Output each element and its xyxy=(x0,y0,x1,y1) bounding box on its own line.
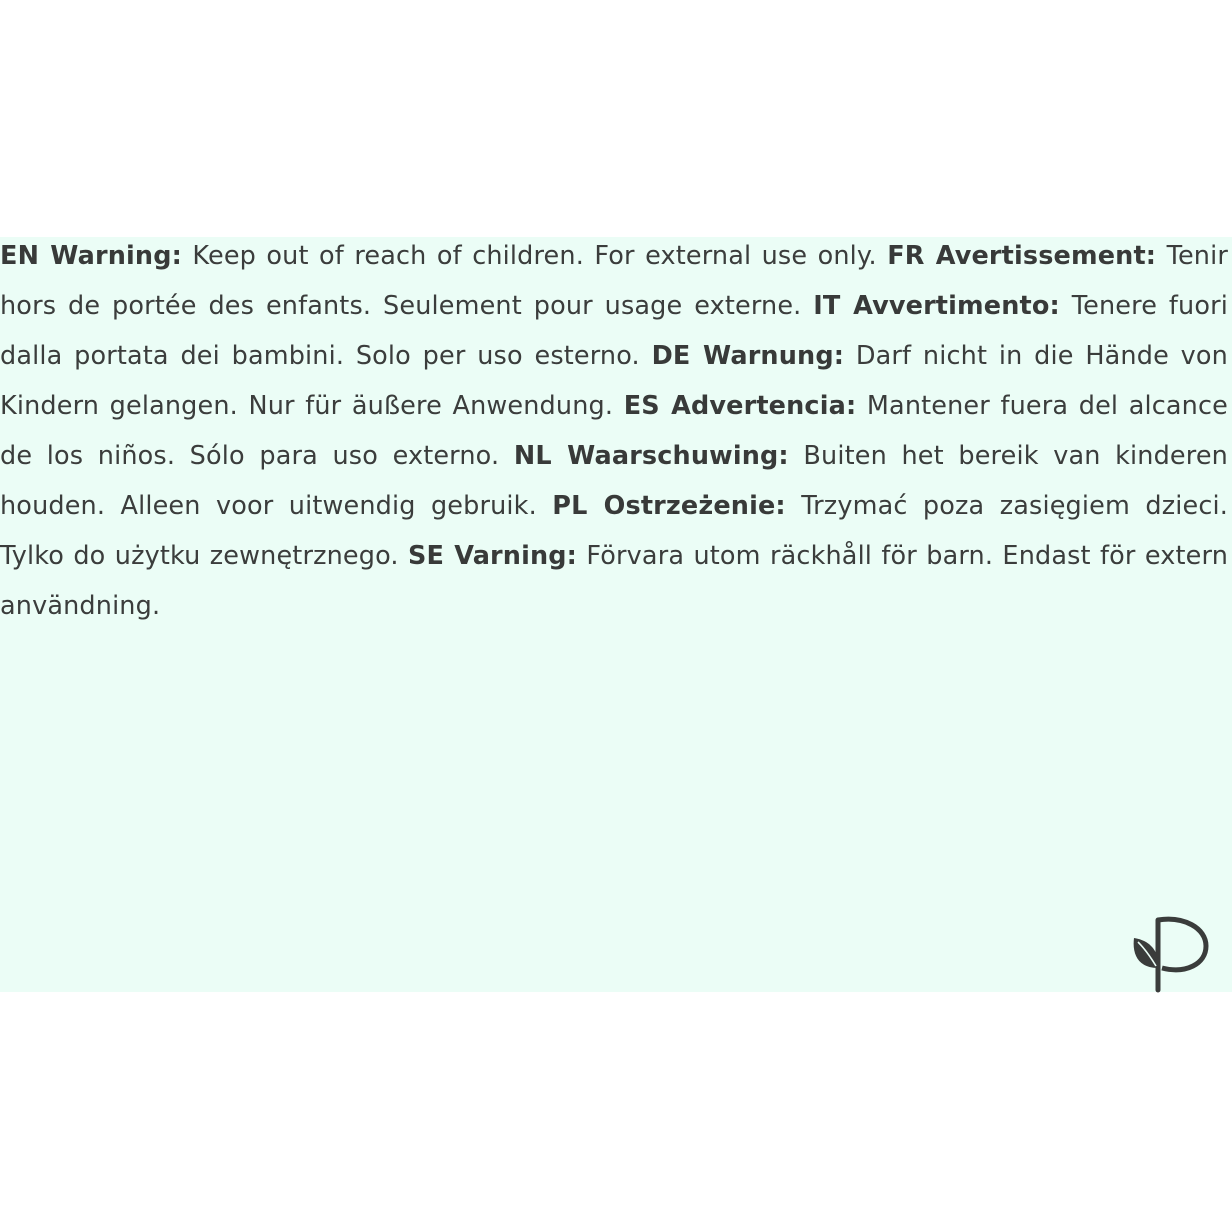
warning-heading-nl: NL Waarschuwing: xyxy=(513,441,789,471)
warning-heading-en: EN Warning: xyxy=(0,241,182,271)
warning-text-nl: Buiten het bereik van kinderen houden. Alleen voor uitwendig gebruik. xyxy=(0,441,1228,521)
warning-heading-de: DE Warnung: xyxy=(651,341,845,371)
warning-paragraph xyxy=(0,231,1228,631)
warning-text-de: Darf nicht in die Hände von Kindern gelangen. Nur für äußere Anwendung. xyxy=(0,341,1228,421)
warning-heading-fr: FR Avertissement: xyxy=(887,241,1157,271)
warning-text-se: Förvara utom räckhåll för barn. Endast för extern användning. xyxy=(0,541,1229,621)
warning-heading-it: IT Avvertimento: xyxy=(813,291,1060,321)
warning-text-en: Keep out of reach of children. For external use only. xyxy=(192,241,877,271)
warning-text-it: Tenere fuori dalla portata dei bambini. Solo per uso esterno. xyxy=(0,291,1228,371)
leaf-p-logo-icon xyxy=(1128,910,1214,996)
warning-text-pl: Trzymać poza zasięgiem dzieci. Tylko do użytku zewnętrznego. xyxy=(0,491,1228,571)
warning-heading-se: SE Varning: xyxy=(408,541,578,571)
warning-text-es: Mantener fuera del alcance de los niños. Sólo para uso externo. xyxy=(0,391,1228,471)
warning-heading-pl: PL Ostrzeżenie: xyxy=(552,491,786,521)
warning-heading-es: ES Advertencia: xyxy=(623,391,857,421)
warning-text-fr: Tenir hors de portée des enfants. Seulement pour usage externe. xyxy=(0,241,1228,321)
